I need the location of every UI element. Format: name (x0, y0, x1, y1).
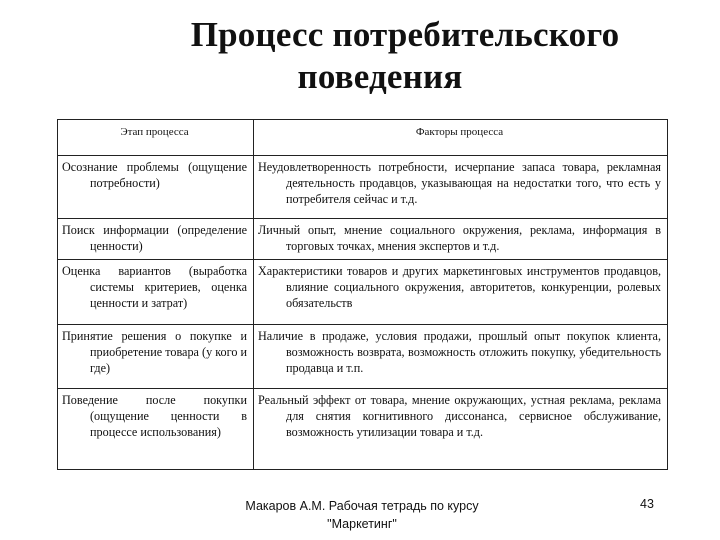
page-number: 43 (640, 497, 654, 511)
table-row (58, 325, 668, 389)
title-line-1: Процесс потребительского (190, 15, 620, 54)
stage-text: Осознание проблемы (ощущение потребности) (62, 160, 247, 190)
stage-cell (58, 325, 254, 389)
factors-text: Личный опыт, мнение социального окружения, реклама, информация в торговых точках, мнения экспертов и т.д. (258, 223, 661, 253)
stage-text: Оценка вариантов (выработка системы критериев, оценка ценности и затрат) (62, 264, 247, 310)
table-row (58, 260, 668, 325)
process-table (57, 119, 668, 470)
factors-text: Неудовлетворенность потребности, исчерпание запаса товара, рекламная деятельность продавцов, указывающая на недостатки того, что есть у потребителя сейчас и т.д. (258, 160, 661, 206)
factors-cell (254, 325, 668, 389)
factors-cell (254, 260, 668, 325)
table-row (58, 389, 668, 470)
footer-source: Макаров А.М. Рабочая тетрадь по курсу "Маркетинг" (245, 499, 479, 531)
stage-cell (58, 156, 254, 219)
header-stage: Этап процесса (58, 120, 254, 156)
table-row (58, 156, 668, 219)
stage-cell (58, 260, 254, 325)
factors-cell (254, 219, 668, 260)
table-header-row (58, 120, 668, 156)
stage-cell (58, 389, 254, 470)
stage-cell (58, 219, 254, 260)
factors-cell (254, 156, 668, 219)
factors-text: Характеристики товаров и других маркетинговых инструментов продавцов, влияние социального окружения, авторитетов, конкуренции, ролевых обязательств (258, 264, 661, 310)
factors-text: Наличие в продаже, условия продажи, прошлый опыт покупок клиента, возможность возврата, возможность отложить покупку, убедительность продавца и т.п. (258, 329, 661, 375)
header-factors: Факторы процесса (254, 120, 668, 156)
title-line-2: поведения (297, 57, 463, 96)
factors-cell (254, 389, 668, 470)
factors-text: Реальный эффект от товара, мнение окружающих, устная реклама, реклама для снятия когнитивного диссонанса, сервисное обслуживание, возможность утилизации товара и т.д. (258, 393, 661, 439)
page-title (0, 14, 720, 98)
stage-text: Принятие решения о покупке и приобретение товара (у кого и где) (62, 329, 247, 375)
table-row (58, 219, 668, 260)
stage-text: Поведение после покупки (ощущение ценности в процессе использования) (62, 393, 247, 439)
stage-text: Поиск информации (определение ценности) (62, 223, 247, 253)
